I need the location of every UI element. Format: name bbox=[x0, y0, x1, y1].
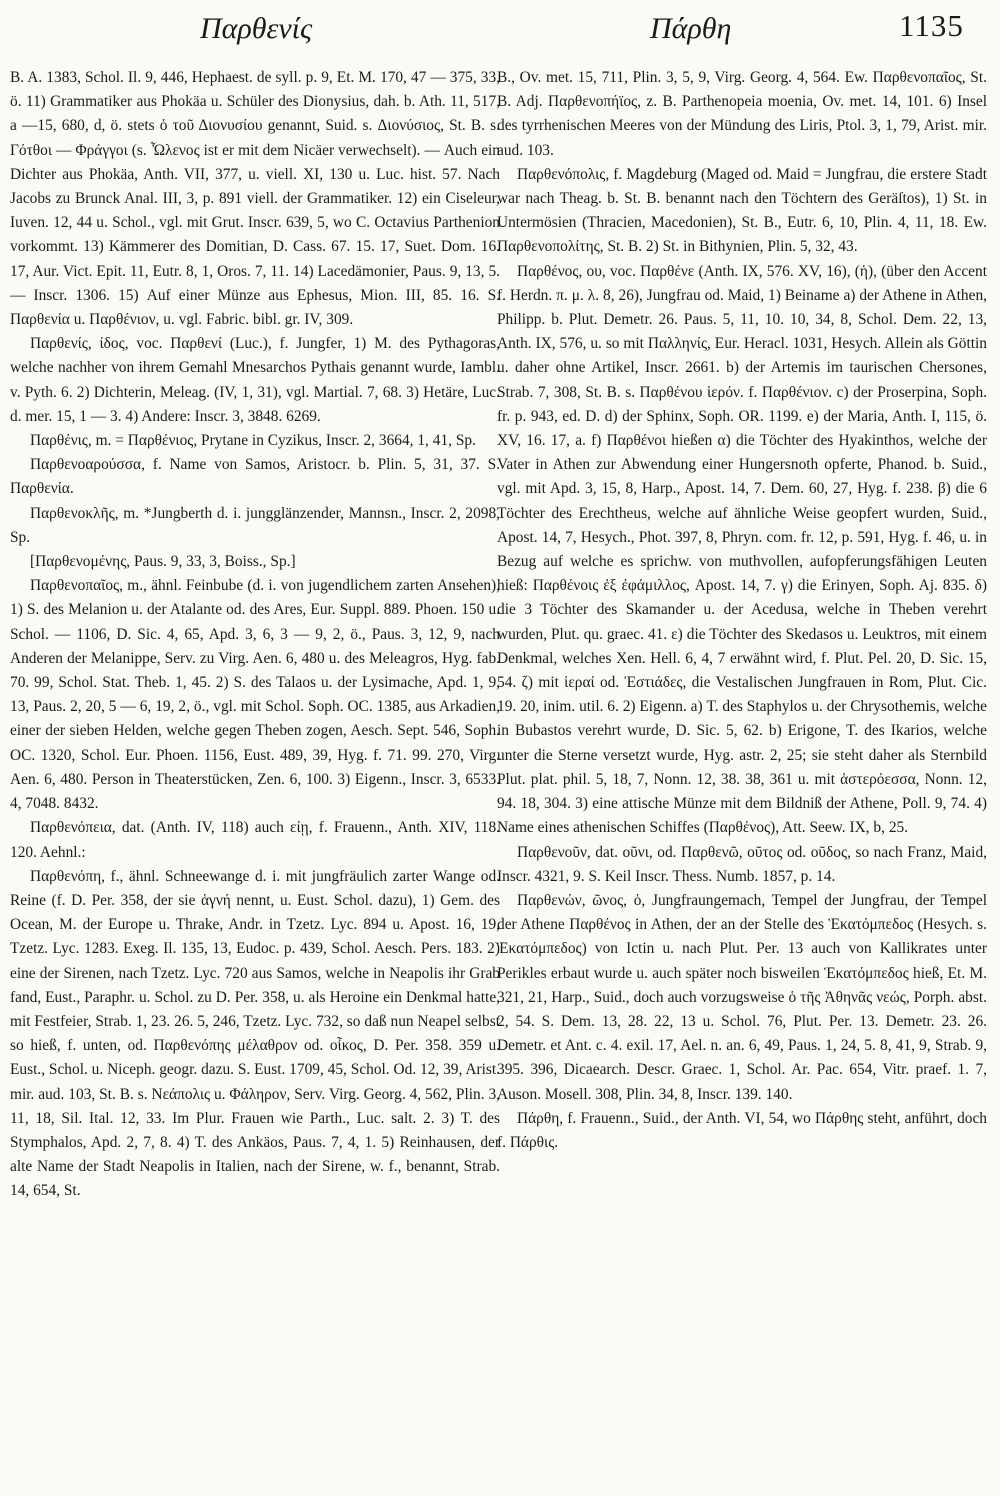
entry-parthenomenes: [Παρθενομένης, Paus. 9, 33, 3, Boiss., Sp.] bbox=[30, 553, 296, 571]
entry-paragraph: B. A. 1383, Schol. Il. 9, 446, Hephaest. de syll. p. 9, Et. M. 170, 47 — 375, 33, ö. 11) Grammatiker aus Phokäa u. Schüler des Dionysius, dah. b. Ath. 11, 517, a —15, 680, d, ö. stets ὁ τοῦ Διονυσίου genannt, Suid. s. Διονύσιος, St. B. s. Γότθοι — Φράγγοι (s. Ὦλενος ist er mit dem Nicäer verwechselt). — Auch ein Dichter aus Phokäa, Anth. VII, 377, u. viell. XI, 130 u. Luc. hist. 57. Nach Jacobs zu Brunck Anal. III, 3, p. 891 viell. der Grammatiker. 12) ein Ciseleur, Iuven. 12, 44 u. Schol., vgl. mit Grut. Inscr. 639, 5, wo C. Octavius Parthenion vorkommt. 13) Kämmerer des Domitian, D. Cass. 67. 15. 17, Suet. Dom. 16. 17, Aur. Vict. Epit. 11, Eutr. 8, 1, Oros. 7, 11. 14) Lacedämonier, Paus. 9, 13, 5. — Inscr. 1306. 15) Auf einer Münze aus Ephesus, Mion. III, 85. 16. S. Παρθενία u. Παρθένιον, u. vgl. Fabric. bibl. gr. IV, 309. bbox=[10, 69, 500, 329]
entry-parthenokles: Παρθενοκλῆς, m. *Jungberth d. i. jungglänzender, Mannsn., Inscr. 2, 2098, Sp. bbox=[10, 504, 500, 546]
header-left-entry: Παρθενίς bbox=[200, 12, 313, 45]
page-number: 1135 bbox=[899, 8, 964, 43]
running-header bbox=[0, 4, 1000, 62]
entry-parthenoarousa: Παρθενοαρούσσα, f. Name von Samos, Aristocr. b. Plin. 5, 31, 37. S. Παρθενία. bbox=[10, 456, 500, 498]
header-right-entry: Πάρθη bbox=[650, 12, 732, 45]
right-column bbox=[497, 66, 987, 1155]
entry-parthenopaios: Παρθενοπαῖος, m., ähnl. Feinbube (d. i. von jugendlichem zarten Ansehen), 1) S. des Melanion u. der Atalante od. des Ares, Eur. Suppl. 889. Phoen. 150 u. Schol. — 1106, D. Sic. 4, 65, Apd. 3, 6, 3 — 9, 2, ö., Paus. 3, 12, 9, nach Anderen der Melanippe, Serv. zu Virg. Aen. 6, 480 u. des Meleagros, Hyg. fab. 70. 99, Schol. Stat. Theb. 1, 45. 2) S. des Talaos u. der Lysimache, Apd. 1, 9, 13, Paus. 2, 20, 5 — 6, 19, 2, ö., vgl. mit Schol. Soph. OC. 1385, aus Arkadien, einer der sieben Helden, welche gegen Theben zogen, Aesch. Sept. 546, Soph. OC. 1320, Schol. Eur. Phoen. 1156, Eust. 489, 39, Hyg. f. 71. 99. 270, Virg. Aen. 6, 480. Person in Theaterstücken, Zen. 6, 100. 3) Eigenn., Inscr. 3, 6533. 4, 7048. 8432. bbox=[10, 577, 500, 813]
entry-parthenon: Παρθενών, ῶνος, ὁ, Jungfraungemach, Tempel der Jungfrau, der Tempel der Athene Παρθένος in Athen, der an der Stelle des Ἑκατόμπεδος (Hesych. s. Ἑκατόμπεδος) von Ictin u. nach Plut. Per. 13 auch von Kallikrates unter Perikles erbaut wurde u. auch später noch bisweilen Ἑκατόμπεδος hieß, Et. M. 321, 21, Harp., Suid., doch auch vorzugsweise ὁ τῆς Ἀθηνᾶς νεώς, Porph. abst. 2, 54. S. Dem. 13, 28. 22, 13 u. Schol. 76, Plut. Per. 13. Demetr. 23. 26. Demetr. et Ant. c. 4. exil. 17, Ael. n. an. 6, 49, Paus. 1, 24, 5. 8, 41, 9, Strab. 9, 395. 396, Dicaearch. Descr. Graec. 1, Schol. Ar. Pac. 654, Vitr. praef. 1. 7, Auson. Mosell. 308, Plin. 34, 8, Inscr. 139. 140. bbox=[497, 891, 987, 1103]
entry-parthenis: Παρθενίς, ίδος, voc. Παρθενί (Luc.), f. Jungfer, 1) M. des Pythagoras, welche nachher von ihrem Gemahl Mnesarchos Pythais genannt wurde, Iambl. v. Pyth. 6. 2) Dichterin, Meleag. (IV, 1, 31), vgl. Martial. 7, 68. 3) Hetäre, Luc. d. mer. 15, 1 — 3. 4) Andere: Inscr. 3, 3848. 6269. bbox=[10, 335, 500, 425]
entry-paragraph: B., Ov. met. 15, 711, Plin. 3, 5, 9, Virg. Georg. 4, 564. Ew. Παρθενοπαῖος, St. B. Adj. Παρθενοπήϊος, z. B. Parthenopeia moenia, Ov. met. 14, 101. 6) Insel des tyrrhenischen Meeres von der Mündung des Liris, Ptol. 3, 1, 79, Arist. mir. aud. 103. bbox=[497, 69, 987, 159]
entry-parthe: Πάρθη, f. Frauenn., Suid., der Anth. VI, 54, wo Πάρθης steht, anführt, doch f. Πάρθις. bbox=[497, 1109, 987, 1151]
entry-parthenis-m: Παρθένις, m. = Παρθένιος, Prytane in Cyzikus, Inscr. 2, 3664, 1, 41, Sp. bbox=[30, 432, 476, 450]
entry-parthenope: Παρθενόπη, f., ähnl. Schneewange d. i. mit jungfräulich zarter Wange od. Reine (f. D. Per. 358, der sie ἁγνή nennt, u. Eust. Schol. dazu), 1) Gem. des Ocean, M. der Europe u. Thrake, Andr. in Tzetz. Lyc. 894 u. Apost. 16, 19, Tzetz. Lyc. 1283. Exeg. Il. 135, 13, Eudoc. p. 439, Schol. Aesch. Pers. 183. 2) eine der Sirenen, nach Tzetz. Lyc. 720 aus Samos, welche in Neapolis ihr Grab fand, Eust., Paraphr. u. Schol. zu D. Per. 358, u. als Heroine ein Denkmal hatte, mit Festfeier, Strab. 1, 23. 26. 5, 246, Tzetz. Lyc. 732, so daß nun Neapel selbst so hieß, f. unten, od. Παρθενόπης μέλαθρον od. οἶκος, D. Per. 358. 359 u. Eust., Schol. u. Niceph. geogr. dazu. S. Eust. 1709, 45, Schol. Od. 12, 39, Arist. mir. aud. 103, St. B. s. Νεάπολις u. Φάληρον, Serv. Virg. Georg. 4, 562, Plin. 3, 11, 18, Sil. Ital. 12, 33. Im Plur. Frauen wie Parth., Luc. salt. 2. 3) T. des Stymphalos, Apd. 2, 7, 8. 4) T. des Ankäos, Paus. 7, 4, 1. 5) Reinhausen, der alte Name der Stadt Neapolis in Italien, nach der Sirene, w. f., benannt, Strab. 14, 654, St. bbox=[10, 867, 500, 1200]
entry-parthenoun: Παρθενοῦν, dat. οῦνι, od. Παρθενῶ, οῦτος od. οῦδος, so nach Franz, Maid, Inscr. 4321, 9. S. Keil Inscr. Thess. Numb. 1857, p. 14. bbox=[497, 843, 987, 885]
entry-parthenopeia: Παρθενόπεια, dat. (Anth. IV, 118) auch είῃ, f. Frauenn., Anth. XIV, 118. 120. Aehnl.: bbox=[10, 819, 500, 861]
left-column bbox=[10, 66, 500, 1204]
entry-parthenos: Παρθένος, ου, voc. Παρθένε (Anth. IX, 576. XV, 16), (ἡ), (über den Accent f. Herdn. π. μ. λ. 8, 26), Jungfrau od. Maid, 1) Beiname a) der Athene in Athen, Philipp. b. Plut. Demetr. 26. Paus. 5, 11, 10. 10, 34, 8, Schol. Dem. 22, 13, Anth. IX, 576, u. so mit Παλληνίς, Eur. Heracl. 1031, Hesych. Allein als Göttin u. daher ohne Artikel, Inscr. 2661. b) der Artemis im taurischen Chersones, Strab. 7, 308, St. B. s. Παρθένου ἱερόν. f. Παρθένιον. c) der Proserpina, Soph. fr. p. 943, ed. D. d) der Sphinx, Soph. OR. 1199. e) der Maria, Anth. I, 115, ö. XV, 16. 17, a. f) Παρθένοι hießen α) die Töchter des Hyakinthos, welche der Vater in Athen zur Abwendung einer Hungersnoth opferte, Phanod. b. Suid., vgl. mit Apd. 3, 15, 8, Harp., Apost. 14, 7. Dem. 60, 27, Hyg. f. 238. β) die 6 Töchter des Erechtheus, welche auf ähnliche Weise geopfert wurden, Suid., Apost. 14, 7, Hesych., Phot. 397, 8, Phryn. com. fr. 12, p. 591, Hyg. f. 46, u. in Bezug auf welche es sprichw. von muthvollen, aufopferungsfähigen Leuten hieß: Παρθένοις ἐξ ἐφάμιλλος, Apost. 14, 7. γ) die Erinyen, Soph. Aj. 835. δ) die 3 Töchter des Skamander u. der Acedusa, welche in Theben verehrt wurden, Plut. qu. graec. 41. ε) die Töchter des Skedasos u. Leuktros, mit einem Denkmal, welches Xen. Hell. 6, 4, 7 erwähnt wird, f. Plut. Pel. 20, D. Sic. 15, 54. ζ) mit ἱεραί od. Ἑστιάδες, die Vestalischen Jungfrauen in Rom, Plut. Cic. 19. 20, inim. util. 6. 2) Eigenn. a) T. des Staphylos u. der Chrysothemis, welche in Bubastos verehrt wurde, D. Sic. 5, 62. b) Erigone, T. des Ikarios, welche unter die Sterne versetzt wurde, Hyg. astr. 2, 25; sie steht daher als Sternbild Plut. plat. phil. 5, 18, 7, Nonn. 12, 38. 38, 361 u. mit ἀστερόεσσα, Nonn. 12, 94. 18, 304. 3) eine attische Münze mit dem Bildniß der Athene, Poll. 9, 74. 4) Name eines athenischen Schiffes (Παρθένος), Att. Seew. IX, b, 25. bbox=[497, 262, 988, 837]
entry-parthenopolis: Παρθενόπολις, f. Magdeburg (Maged od. Maid = Jungfrau, die erstere Stadt war nach Theag. b. St. B. benannt nach den Töchtern des Geräſtos), 1) St. in Untermösien (Thracien, Macedonien), St. B., Eutr. 6, 10, Plin. 4, 11, 18. Ew. Παρθενοπολίτης, St. B. 2) St. in Bithynien, Plin. 5, 32, 43. bbox=[497, 165, 987, 256]
